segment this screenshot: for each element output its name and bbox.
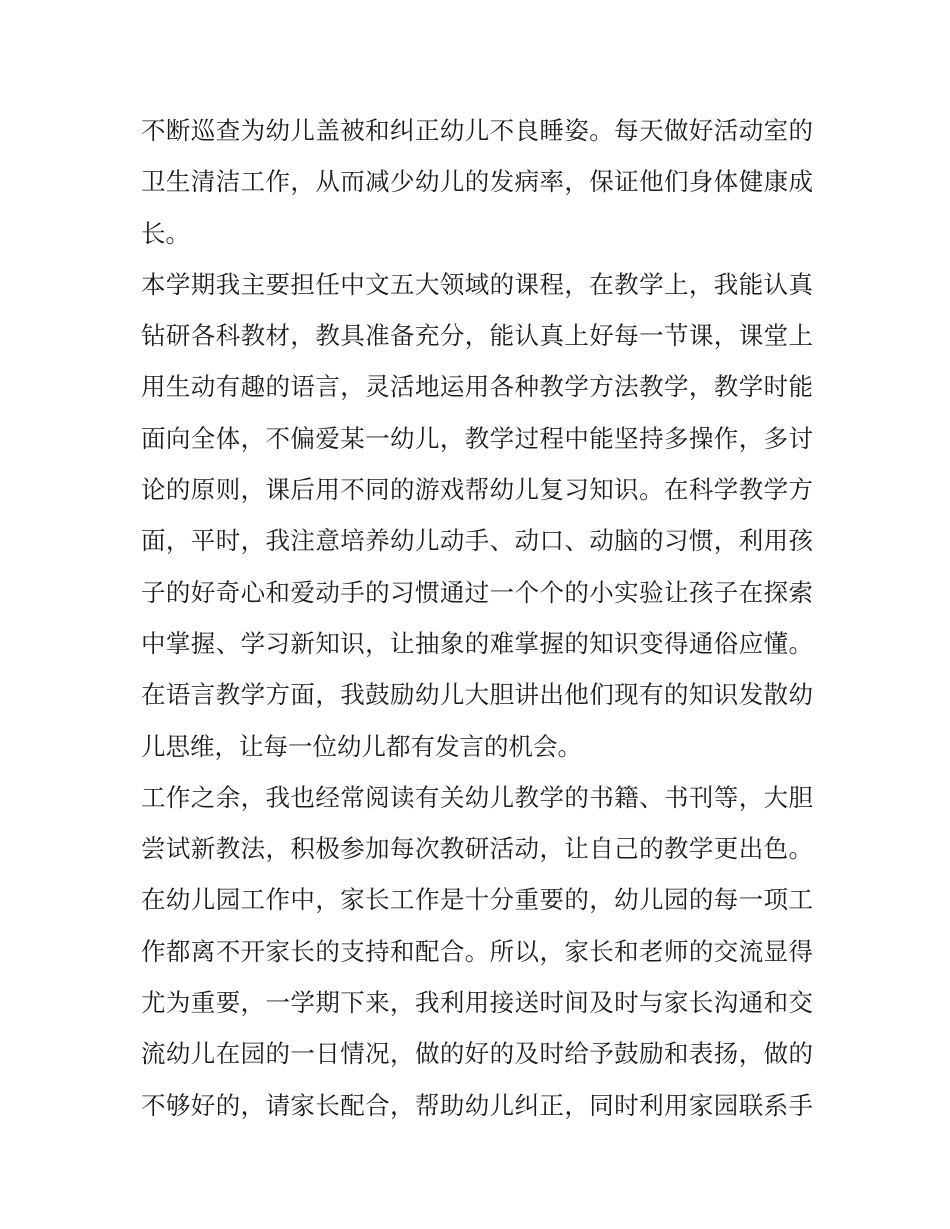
text-line: 儿思维，让每一位幼儿都有发言的机会。 <box>141 731 582 761</box>
text-line: 用生动有趣的语言，灵活地运用各种教学方法教学，教学时能 <box>141 372 813 402</box>
text-line: 长。 <box>141 218 190 248</box>
text-line: 面向全体，不偏爱某一幼儿，教学过程中能坚持多操作，多讨 <box>141 423 813 453</box>
text-line: 中掌握、学习新知识，让抽象的难掌握的知识变得通俗应懂。 <box>141 628 813 658</box>
text-line: 尝试新教法，积极参加每次教研活动，让自己的教学更出色。 <box>141 834 813 864</box>
text-line: 本学期我主要担任中文五大领域的课程，在教学上，我能认真 <box>141 269 813 299</box>
text-line: 流幼儿在园的一日情况，做的好的及时给予鼓励和表扬，做的 <box>141 1039 813 1069</box>
text-line: 论的原则，课后用不同的游戏帮幼儿复习知识。在科学教学方 <box>141 475 813 505</box>
text-line: 子的好奇心和爱动手的习惯通过一个个的小实验让孩子在探索 <box>141 577 813 607</box>
text-line: 面，平时，我注意培养幼儿动手、动口、动脑的习惯，利用孩 <box>141 526 813 556</box>
body-text <box>141 105 813 1131</box>
text-line: 钻研各科教材，教具准备充分，能认真上好每一节课，课堂上 <box>141 321 813 351</box>
text-line: 在语言教学方面，我鼓励幼儿大胆讲出他们现有的知识发散幼 <box>141 680 813 710</box>
text-line: 不够好的，请家长配合，帮助幼儿纠正，同时利用家园联系手 <box>141 1090 813 1120</box>
text-line: 不断巡查为幼儿盖被和纠正幼儿不良睡姿。每天做好活动室的 <box>141 116 813 145</box>
text-line: 工作之余，我也经常阅读有关幼儿教学的书籍、书刊等，大胆 <box>141 782 813 812</box>
text-line: 卫生清洁工作，从而减少幼儿的发病率，保证他们身体健康成 <box>141 167 813 197</box>
text-line: 作都离不开家长的支持和配合。所以，家长和老师的交流显得 <box>141 936 813 966</box>
text-line: 尤为重要，一学期下来，我利用接送时间及时与家长沟通和交 <box>141 988 813 1018</box>
text-line: 在幼儿园工作中，家长工作是十分重要的，幼儿园的每一项工 <box>141 885 813 915</box>
